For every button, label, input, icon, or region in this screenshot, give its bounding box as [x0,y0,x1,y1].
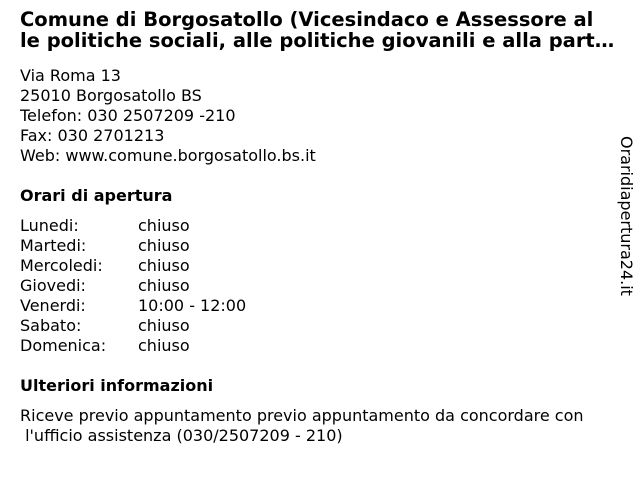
hours-row-wednesday [20,256,632,276]
site-watermark: Oraridiapertura24.it [617,136,636,296]
day-hours: chiuso [138,256,190,275]
day-hours: chiuso [138,276,190,295]
listing-card [20,9,632,446]
phone-number: Telefon: 030 2507209 -210 [20,106,236,125]
page-title [20,9,632,51]
day-label: Mercoledi: [20,256,103,275]
hours-row-monday [20,216,632,236]
day-label: Martedi: [20,236,87,255]
day-hours: chiuso [138,316,190,335]
day-label: Domenica: [20,336,107,355]
street-address: Via Roma 13 [20,66,121,85]
hours-row-thursday [20,276,632,296]
opening-hours-table [20,216,632,356]
more-info-heading: Ulteriori informazioni [20,376,214,395]
website: Web: www.comune.borgosatollo.bs.it [20,146,316,165]
day-hours: chiuso [138,236,190,255]
more-info-text [20,406,632,446]
more-info-line-2: l'ufficio assistenza (030/2507209 - 210) [20,426,343,445]
page-title-line-1: Comune di Borgosatollo (Vicesindaco e Assessore al [20,9,594,30]
hours-row-saturday [20,316,632,336]
city-postal: 25010 Borgosatollo BS [20,86,202,105]
day-hours: chiuso [138,336,190,355]
day-label: Lunedi: [20,216,79,235]
day-label: Venerdi: [20,296,86,315]
fax-number: Fax: 030 2701213 [20,126,165,145]
hours-row-sunday [20,336,632,356]
day-label: Giovedi: [20,276,86,295]
day-hours: chiuso [138,216,190,235]
address-block [20,66,632,166]
hours-row-tuesday [20,236,632,256]
more-info-line-1: Riceve previo appuntamento previo appuntamento da concordare con [20,406,584,425]
day-hours: 10:00 - 12:00 [138,296,247,315]
page-title-line-2: le politiche sociali, alle politiche giovanili e alla part… [20,30,615,51]
day-label: Sabato: [20,316,82,335]
hours-row-friday [20,296,632,316]
opening-hours-heading: Orari di apertura [20,186,173,205]
